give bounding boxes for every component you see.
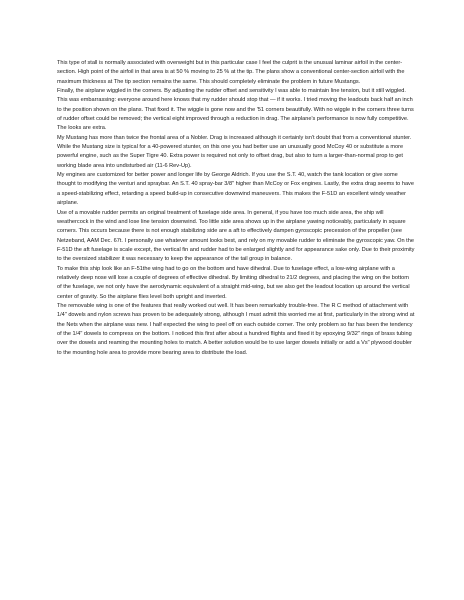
paragraph-dihedral: To make this ship look like an F-51the wing had to go on the bottom and have dihedral. Due to fuselage effect, a low-wing airplane with a relatively deep nose will lose a couple of degrees of effective dihedral. By limiting dihedral to 21/2 degrees, and placing the wing on the bottom of the fuselage, we not only have the aerodynamic equivalent of a straight mid-wing, but we also get the leadout location up around the vertical center of gravity. So the airplane flies level both upright and inverted.: [57, 265, 410, 300]
paragraph-removable-wing: The removable wing is one of the features that really worked out well. It has been remarkably trouble-free. The R C method of attachment with 1/4" dowels and nylon screws has proven to be adequately strong, although I must admit this worried me at first, particularly in the strong wind at the Nets when the airplane was new. I half expected the wing to peel off on each outside corner. The only problem so far has been the tendency of the 1/4" dowels to compress on the bottom. I noticed this first after about a hundred flights and fixed it by epoxying 9/32" rings of brass tubing over the dowels and reaming the mounting holes to match. A better solution would be to use larger dowels initially or add a Vs" plywood doubler to the mounting hole area to provide more bearing area to distribute the load.: [57, 302, 415, 356]
paragraph-airfoil-stall: This type of stall is normally associated with overweight but in this particular case I feel the culprit is the unusual laminar airfoil in the center-section. High point of the airfoil in that area is at 50 % moving to 25 % at the tip. The plans show a conventional center-section airfoil with the maximum thickness at The tip section remains the same. This should completely eliminate the problem in future Mustangs.: [57, 60, 405, 85]
paragraph-corner-wiggle: Finally, the airplane wiggled in the corners. By adjusting the rudder offset and sensitivity I was able to maintain line tension, but it still wiggled. This was embarrassing: everyone around here knows that my rudder should stop that — if it works. I tried moving the leadouts back half an inch to the position shown on the plans. That fixed it. The wiggle is gone now and the '51 corners beautifully. With no wiggle in the corners three turns of rudder offset could be removed; the vertical eight improved through a reduction in drag. The airplane's performance is now fully competitive. The looks are extra.: [57, 88, 414, 132]
article-body: [57, 59, 415, 358]
paragraph-side-area: Use of a movable rudder permits an original treatment of fuselage side area. In general, if you have too much side area, the ship will weathercock in the wind and lose line tension downwind. Too little side area shows up in the airplane yawing noticeably, particularly in square corners. This occurs because there is not enough stabilizing side are a aft to effectively dampen gyroscopic precession of the propeller (see Netzeband, AAM Dec. 67t. I personally use whatever amount looks best, and rely on my movable rudder to eliminate the gyroscopic yaw. On the F-51D the aft fuselage is scale except, the vertical fin and rudder had to be enlarged slightly and for appearance sake only. Due to their proximity to the oversized stabilizer it was necessary to keep the appearance of the tail group in balance.: [57, 209, 415, 263]
paragraph-frontal-drag: My Mustang has more than twice the frontal area of a Nobler. Drag is increased although it certainly isn't doubt that from a conventional stunter. While the Mustang size is typical for a 40-powered stunter, on this one you had better use an unusually good McCoy 40 or substitute a more powerful engine, such as the Super Tigre 40. Extra power is required not only to offset drag, but also to turn a larger-than-normal prop to get working blade area into undisturbed air (11-6 Rev-Up).: [57, 134, 412, 169]
paragraph-engines: My engines are customized for better power and longer life by George Aldrich. If you use the S.T. 40, watch the tank location or give some thought to modifying the venturi and spraybar. An S.T. 40 spray-bar 3/8" higher than McCoy or Fox engines. Lastly, the extra drag seems to have a speed-stabilizing effect, retarding a speed build-up in consecutive downwind maneuvers. This makes the F-51D an excellent windy weather airplane.: [57, 172, 414, 207]
